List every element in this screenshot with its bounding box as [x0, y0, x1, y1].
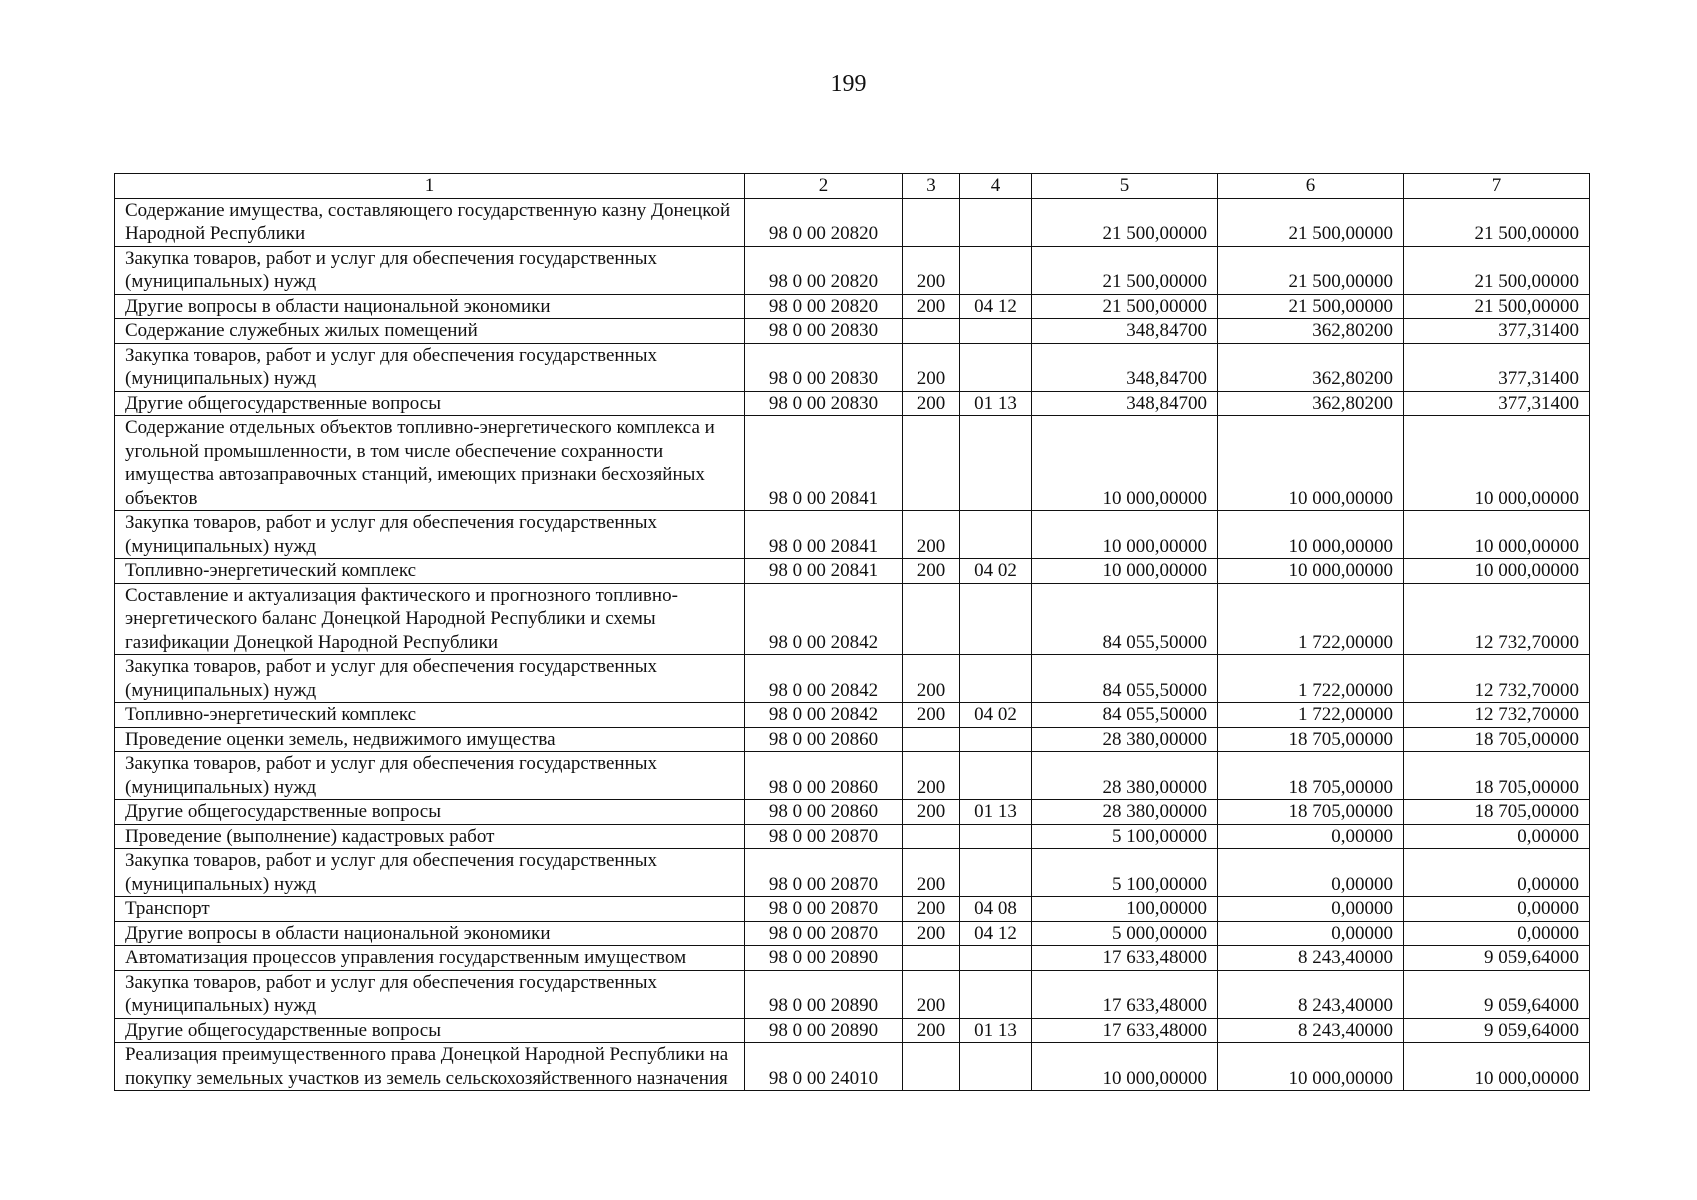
row-code-cell: 98 0 00 20841 [745, 559, 903, 584]
row-code-cell: 98 0 00 20842 [745, 655, 903, 703]
row-amount-col6-cell: 10 000,00000 [1218, 416, 1404, 511]
table-row [115, 583, 1590, 655]
table-row [115, 655, 1590, 703]
row-amount-col6-cell: 1 722,00000 [1218, 703, 1404, 728]
row-amount-col6-cell: 10 000,00000 [1218, 1043, 1404, 1091]
row-amount-col5-cell: 84 055,50000 [1032, 583, 1218, 655]
table-row [115, 824, 1590, 849]
row-amount-col5-cell: 348,84700 [1032, 391, 1218, 416]
row-name-cell: Автоматизация процессов управления государственным имуществом [115, 946, 745, 971]
row-amount-col6-cell: 8 243,40000 [1218, 1018, 1404, 1043]
row-name-cell: Другие общегосударственные вопросы [115, 391, 745, 416]
row-amount-col7-cell: 10 000,00000 [1404, 559, 1590, 584]
row-amount-col6-cell: 0,00000 [1218, 921, 1404, 946]
row-section-cell [960, 319, 1032, 344]
row-code-cell: 98 0 00 20820 [745, 246, 903, 294]
header-col-7: 7 [1404, 174, 1590, 199]
row-name-cell: Содержание отдельных объектов топливно-энергетического комплекса и угольной промышленности, в том числе обеспечение сохранности имущества автозаправочных станций, имеющих признаки бесхозяйных объектов [115, 416, 745, 511]
table-row [115, 800, 1590, 825]
table-header-row [115, 174, 1590, 199]
row-amount-col7-cell: 0,00000 [1404, 897, 1590, 922]
header-col-6: 6 [1218, 174, 1404, 199]
row-expense-type-cell: 200 [903, 511, 960, 559]
table-row [115, 559, 1590, 584]
row-code-cell: 98 0 00 20890 [745, 946, 903, 971]
row-amount-col7-cell: 9 059,64000 [1404, 1018, 1590, 1043]
row-amount-col6-cell: 10 000,00000 [1218, 559, 1404, 584]
row-expense-type-cell: 200 [903, 655, 960, 703]
row-amount-col7-cell: 10 000,00000 [1404, 416, 1590, 511]
row-amount-col6-cell: 0,00000 [1218, 897, 1404, 922]
row-code-cell: 98 0 00 20870 [745, 921, 903, 946]
row-expense-type-cell [903, 727, 960, 752]
row-section-cell: 04 02 [960, 703, 1032, 728]
row-code-cell: 98 0 00 20890 [745, 970, 903, 1018]
row-amount-col5-cell: 28 380,00000 [1032, 800, 1218, 825]
row-section-cell [960, 727, 1032, 752]
row-name-cell: Закупка товаров, работ и услуг для обеспечения государственных (муниципальных) нужд [115, 970, 745, 1018]
row-amount-col6-cell: 362,80200 [1218, 319, 1404, 344]
row-name-cell: Топливно-энергетический комплекс [115, 559, 745, 584]
row-amount-col6-cell: 362,80200 [1218, 343, 1404, 391]
row-amount-col5-cell: 28 380,00000 [1032, 727, 1218, 752]
row-expense-type-cell [903, 824, 960, 849]
row-amount-col6-cell: 18 705,00000 [1218, 752, 1404, 800]
row-code-cell: 98 0 00 20841 [745, 416, 903, 511]
row-amount-col7-cell: 21 500,00000 [1404, 198, 1590, 246]
row-expense-type-cell: 200 [903, 559, 960, 584]
row-amount-col5-cell: 21 500,00000 [1032, 198, 1218, 246]
row-amount-col5-cell: 21 500,00000 [1032, 246, 1218, 294]
row-amount-col7-cell: 377,31400 [1404, 391, 1590, 416]
row-section-cell: 04 12 [960, 921, 1032, 946]
row-expense-type-cell: 200 [903, 343, 960, 391]
table-row [115, 1043, 1590, 1091]
header-col-3: 3 [903, 174, 960, 199]
row-amount-col5-cell: 348,84700 [1032, 343, 1218, 391]
row-code-cell: 98 0 00 20870 [745, 849, 903, 897]
row-code-cell: 98 0 00 20841 [745, 511, 903, 559]
row-code-cell: 98 0 00 20890 [745, 1018, 903, 1043]
header-col-4: 4 [960, 174, 1032, 199]
table-row [115, 319, 1590, 344]
row-expense-type-cell [903, 1043, 960, 1091]
row-section-cell [960, 970, 1032, 1018]
header-col-2: 2 [745, 174, 903, 199]
row-amount-col7-cell: 12 732,70000 [1404, 655, 1590, 703]
row-section-cell: 04 02 [960, 559, 1032, 584]
row-amount-col7-cell: 9 059,64000 [1404, 970, 1590, 1018]
row-name-cell: Закупка товаров, работ и услуг для обеспечения государственных (муниципальных) нужд [115, 849, 745, 897]
row-amount-col5-cell: 5 100,00000 [1032, 824, 1218, 849]
table-row [115, 970, 1590, 1018]
row-section-cell [960, 849, 1032, 897]
row-expense-type-cell: 200 [903, 1018, 960, 1043]
row-section-cell [960, 198, 1032, 246]
row-amount-col6-cell: 18 705,00000 [1218, 727, 1404, 752]
row-amount-col5-cell: 10 000,00000 [1032, 559, 1218, 584]
row-amount-col7-cell: 12 732,70000 [1404, 583, 1590, 655]
row-section-cell [960, 824, 1032, 849]
row-amount-col7-cell: 10 000,00000 [1404, 1043, 1590, 1091]
row-name-cell: Другие вопросы в области национальной экономики [115, 294, 745, 319]
row-name-cell: Закупка товаров, работ и услуг для обеспечения государственных (муниципальных) нужд [115, 343, 745, 391]
row-code-cell: 98 0 00 20860 [745, 752, 903, 800]
table-row [115, 416, 1590, 511]
row-amount-col5-cell: 84 055,50000 [1032, 655, 1218, 703]
row-name-cell: Другие общегосударственные вопросы [115, 1018, 745, 1043]
row-expense-type-cell [903, 583, 960, 655]
row-amount-col6-cell: 18 705,00000 [1218, 800, 1404, 825]
row-code-cell: 98 0 00 20860 [745, 800, 903, 825]
row-amount-col6-cell: 362,80200 [1218, 391, 1404, 416]
table-row [115, 343, 1590, 391]
row-amount-col7-cell: 377,31400 [1404, 343, 1590, 391]
row-amount-col5-cell: 28 380,00000 [1032, 752, 1218, 800]
header-col-1: 1 [115, 174, 745, 199]
row-amount-col5-cell: 100,00000 [1032, 897, 1218, 922]
row-section-cell: 01 13 [960, 800, 1032, 825]
row-amount-col5-cell: 21 500,00000 [1032, 294, 1218, 319]
row-expense-type-cell: 200 [903, 970, 960, 1018]
row-amount-col7-cell: 10 000,00000 [1404, 511, 1590, 559]
row-amount-col6-cell: 21 500,00000 [1218, 294, 1404, 319]
row-amount-col6-cell: 0,00000 [1218, 824, 1404, 849]
row-expense-type-cell: 200 [903, 391, 960, 416]
row-amount-col5-cell: 5 000,00000 [1032, 921, 1218, 946]
row-amount-col5-cell: 10 000,00000 [1032, 1043, 1218, 1091]
row-code-cell: 98 0 00 20842 [745, 703, 903, 728]
row-code-cell: 98 0 00 20830 [745, 391, 903, 416]
row-amount-col5-cell: 348,84700 [1032, 319, 1218, 344]
row-code-cell: 98 0 00 20830 [745, 319, 903, 344]
row-amount-col5-cell: 84 055,50000 [1032, 703, 1218, 728]
row-section-cell: 04 08 [960, 897, 1032, 922]
row-amount-col5-cell: 17 633,48000 [1032, 970, 1218, 1018]
row-amount-col5-cell: 17 633,48000 [1032, 946, 1218, 971]
row-code-cell: 98 0 00 24010 [745, 1043, 903, 1091]
row-name-cell: Закупка товаров, работ и услуг для обеспечения государственных (муниципальных) нужд [115, 752, 745, 800]
row-section-cell [960, 946, 1032, 971]
row-expense-type-cell: 200 [903, 246, 960, 294]
row-expense-type-cell: 200 [903, 703, 960, 728]
row-section-cell [960, 752, 1032, 800]
row-name-cell: Закупка товаров, работ и услуг для обеспечения государственных (муниципальных) нужд [115, 511, 745, 559]
table-row [115, 752, 1590, 800]
row-section-cell: 01 13 [960, 1018, 1032, 1043]
row-expense-type-cell [903, 319, 960, 344]
table-row [115, 294, 1590, 319]
row-section-cell [960, 583, 1032, 655]
row-section-cell [960, 246, 1032, 294]
row-name-cell: Содержание служебных жилых помещений [115, 319, 745, 344]
row-name-cell: Проведение оценки земель, недвижимого имущества [115, 727, 745, 752]
row-expense-type-cell: 200 [903, 849, 960, 897]
row-expense-type-cell [903, 416, 960, 511]
row-code-cell: 98 0 00 20870 [745, 897, 903, 922]
row-code-cell: 98 0 00 20870 [745, 824, 903, 849]
row-section-cell: 04 12 [960, 294, 1032, 319]
row-amount-col5-cell: 10 000,00000 [1032, 416, 1218, 511]
row-name-cell: Закупка товаров, работ и услуг для обеспечения государственных (муниципальных) нужд [115, 246, 745, 294]
table-row [115, 511, 1590, 559]
row-section-cell [960, 343, 1032, 391]
row-amount-col6-cell: 1 722,00000 [1218, 655, 1404, 703]
row-amount-col7-cell: 18 705,00000 [1404, 727, 1590, 752]
row-expense-type-cell [903, 198, 960, 246]
row-name-cell: Реализация преимущественного права Донецкой Народной Республики на покупку земельных участков из земель сельскохозяйственного назначения [115, 1043, 745, 1091]
row-expense-type-cell [903, 946, 960, 971]
row-section-cell [960, 416, 1032, 511]
table-row [115, 946, 1590, 971]
table-row [115, 849, 1590, 897]
row-amount-col7-cell: 0,00000 [1404, 849, 1590, 897]
row-amount-col6-cell: 8 243,40000 [1218, 970, 1404, 1018]
table-body [115, 198, 1590, 1091]
row-amount-col5-cell: 5 100,00000 [1032, 849, 1218, 897]
row-amount-col7-cell: 0,00000 [1404, 824, 1590, 849]
table-row [115, 921, 1590, 946]
row-expense-type-cell: 200 [903, 800, 960, 825]
row-amount-col6-cell: 10 000,00000 [1218, 511, 1404, 559]
row-name-cell: Другие вопросы в области национальной экономики [115, 921, 745, 946]
row-name-cell: Закупка товаров, работ и услуг для обеспечения государственных (муниципальных) нужд [115, 655, 745, 703]
row-section-cell [960, 1043, 1032, 1091]
row-name-cell: Содержание имущества, составляющего государственную казну Донецкой Народной Республики [115, 198, 745, 246]
row-name-cell: Проведение (выполнение) кадастровых работ [115, 824, 745, 849]
table-row [115, 246, 1590, 294]
header-col-5: 5 [1032, 174, 1218, 199]
table-row [115, 727, 1590, 752]
row-expense-type-cell: 200 [903, 294, 960, 319]
row-amount-col7-cell: 21 500,00000 [1404, 294, 1590, 319]
table-row [115, 198, 1590, 246]
row-section-cell [960, 511, 1032, 559]
row-amount-col6-cell: 8 243,40000 [1218, 946, 1404, 971]
table-row [115, 1018, 1590, 1043]
row-name-cell: Транспорт [115, 897, 745, 922]
row-code-cell: 98 0 00 20860 [745, 727, 903, 752]
row-amount-col7-cell: 18 705,00000 [1404, 800, 1590, 825]
row-amount-col7-cell: 377,31400 [1404, 319, 1590, 344]
row-amount-col5-cell: 10 000,00000 [1032, 511, 1218, 559]
row-amount-col5-cell: 17 633,48000 [1032, 1018, 1218, 1043]
page-number: 199 [830, 71, 867, 97]
row-amount-col6-cell: 21 500,00000 [1218, 246, 1404, 294]
row-amount-col7-cell: 21 500,00000 [1404, 246, 1590, 294]
row-expense-type-cell: 200 [903, 921, 960, 946]
row-section-cell: 01 13 [960, 391, 1032, 416]
budget-table [114, 173, 1590, 1091]
row-name-cell: Составление и актуализация фактического и прогнозного топливно-энергетического баланс Донецкой Народной Республики и схемы газификации Донецкой Народной Республики [115, 583, 745, 655]
row-amount-col7-cell: 0,00000 [1404, 921, 1590, 946]
row-name-cell: Другие общегосударственные вопросы [115, 800, 745, 825]
row-code-cell: 98 0 00 20830 [745, 343, 903, 391]
row-section-cell [960, 655, 1032, 703]
table-row [115, 391, 1590, 416]
row-amount-col7-cell: 12 732,70000 [1404, 703, 1590, 728]
row-name-cell: Топливно-энергетический комплекс [115, 703, 745, 728]
table-row [115, 703, 1590, 728]
row-amount-col6-cell: 1 722,00000 [1218, 583, 1404, 655]
row-amount-col7-cell: 9 059,64000 [1404, 946, 1590, 971]
row-amount-col7-cell: 18 705,00000 [1404, 752, 1590, 800]
row-expense-type-cell: 200 [903, 752, 960, 800]
table-row [115, 897, 1590, 922]
row-amount-col6-cell: 0,00000 [1218, 849, 1404, 897]
row-expense-type-cell: 200 [903, 897, 960, 922]
row-amount-col6-cell: 21 500,00000 [1218, 198, 1404, 246]
row-code-cell: 98 0 00 20820 [745, 198, 903, 246]
row-code-cell: 98 0 00 20820 [745, 294, 903, 319]
row-code-cell: 98 0 00 20842 [745, 583, 903, 655]
